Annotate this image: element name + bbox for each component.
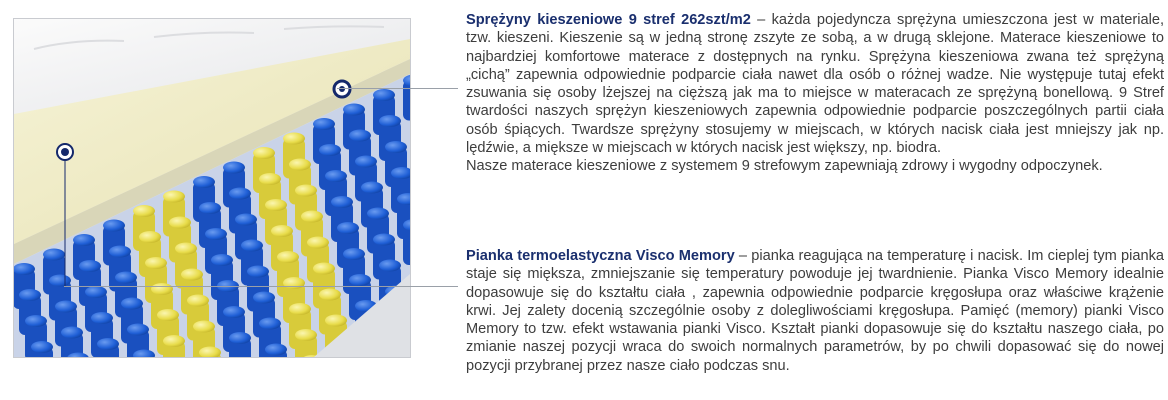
visco-heading: Pianka termoelastyczna Visco Memory [466,248,735,264]
spring-pocket [403,225,410,265]
spring-top [259,173,281,185]
spring-top [229,188,251,200]
spring-top [169,217,191,229]
spring-top [253,292,275,304]
spring-top [319,144,341,156]
spring-top [295,185,317,197]
spring-top [349,130,371,142]
spring-top [241,240,263,252]
spring-top [235,214,257,226]
spring-top [289,303,311,315]
spring-top [373,234,395,246]
spring-top [313,118,335,130]
spring-top [91,312,113,324]
spring-top [265,199,287,211]
spring-top [181,269,203,281]
spring-top [283,277,305,289]
spring-top [331,196,353,208]
spring-top [223,162,245,174]
spring-top [355,156,377,168]
spring-top [289,159,311,171]
spring-top [145,257,167,269]
spring-top [223,306,245,318]
spring-top [343,104,365,116]
spring-top [151,283,173,295]
spring-top [385,141,407,153]
visco-paragraph [466,247,1164,375]
spring-top [14,263,35,275]
spring-top [55,301,77,313]
spring-top [97,338,119,350]
spring-top [73,234,95,246]
spring-top [25,315,47,327]
spring-top [343,248,365,260]
spring-top [325,170,347,182]
spring-top [229,332,251,344]
spring-top [265,344,287,356]
spring-top [247,266,269,278]
spring-top [115,272,137,284]
visco-description [466,247,1164,375]
spring-top [253,147,275,159]
spring-top [103,220,125,232]
spring-top [379,115,401,127]
spring-pocket [403,81,410,121]
spring-top [325,315,347,327]
spring-top [295,329,317,341]
spring-top [361,182,383,194]
springs-paragraph [466,11,1164,157]
spring-top [313,263,335,275]
spring-top [187,295,209,307]
spring-top [379,260,401,272]
spring-top [301,211,323,223]
spring-top [79,260,101,272]
spring-top [133,205,155,217]
spring-top [205,228,227,240]
spring-top [307,237,329,249]
springs-closing: Nasze materace kieszeniowe z systemem 9 strefowym zapewniają zdrowy i wygodny odpoczynek. [466,158,1103,175]
spring-top [367,208,389,220]
spring-top [175,243,197,255]
spring-top [337,222,359,234]
spring-top [259,318,281,330]
spring-top [271,225,293,237]
spring-top [109,246,131,258]
spring-top [157,309,179,321]
spring-top [349,274,371,286]
spring-top [139,231,161,243]
spring-top [199,202,221,214]
spring-top [277,251,299,263]
spring-top [85,286,107,298]
spring-top [211,254,233,266]
spring-top [61,327,83,339]
spring-top [373,89,395,101]
springs-body: – każda pojedyncza sprężyna umieszczona jest w materiale, tzw. kieszeni. Kieszenie są w jedną stronę zszyte ze sobą, a w drugą sklejone. Materace kieszeniowe to najbardziej komfortowe materace z dostępnych na rynku. Sprężyna kieszeniowa zwana też sprężyną „cichą” zapewnia odpowiednie podparcie ciała nawet dla osób o różnej wadze. Nie występuje tutaj efekt zsuwania się osoby lżejszej na cięższą jak ma to miejsce w materacach ze sprężyną bonellową. 9 Stref twardości naszych sprężyn kieszeniowych zapewnia odpowiednie podparcie poszczególnych partii ciała osób śpiących. Twardsze sprężyny stosujemy w miejscach, w których nacisk ciała jest mniejszy jak np. lędźwie, a miększe w miejscach w których nacisk jest większy, np. biodra. [466,12,1164,157]
spring-top [121,298,143,310]
springs-connector-line [337,88,458,89]
mattress-illustration-svg [14,19,410,357]
spring-top [43,249,65,261]
springs-heading: Sprężyny kieszeniowe 9 stref 262szt/m2 [466,12,751,28]
spring-top [49,275,71,287]
spring-top [31,341,53,353]
springs-description [466,11,1164,176]
spring-top [283,133,305,145]
spring-top [193,321,215,333]
spring-top [319,289,341,301]
foam-connector-line [64,286,458,287]
spring-top [163,335,185,347]
mattress-cross-section-image [13,18,411,358]
spring-top [19,289,41,301]
spring-top [127,324,149,336]
visco-body: – pianka reagująca na temperaturę i nacisk. Im cieplej tym pianka staje się miększa, zmniejszanie się temperatury powoduje jej twardnienie. Pianka Visco Memory idealnie dopasowuje się do kształtu ciała , zapewnia odpowiednie podparcie kręgosłupa oraz właściwe krążenie krwi. Jej zalety docenią szczególnie osoby z dolegliwościami kręgosłupa. Pamięć (memory) pianki Visco Memory to tzw. efekt wstawania pianki Visco. Kształt pianki dopasowuje się do kształtu naszego ciała, po zmianie naszej pozycji wraca do swoich normalnych parametrów, by po chwili dopasować się do nowej pozycji przybranej przez nasze ciało podczas snu. [466,248,1165,374]
spring-top [193,176,215,188]
spring-top [163,191,185,203]
